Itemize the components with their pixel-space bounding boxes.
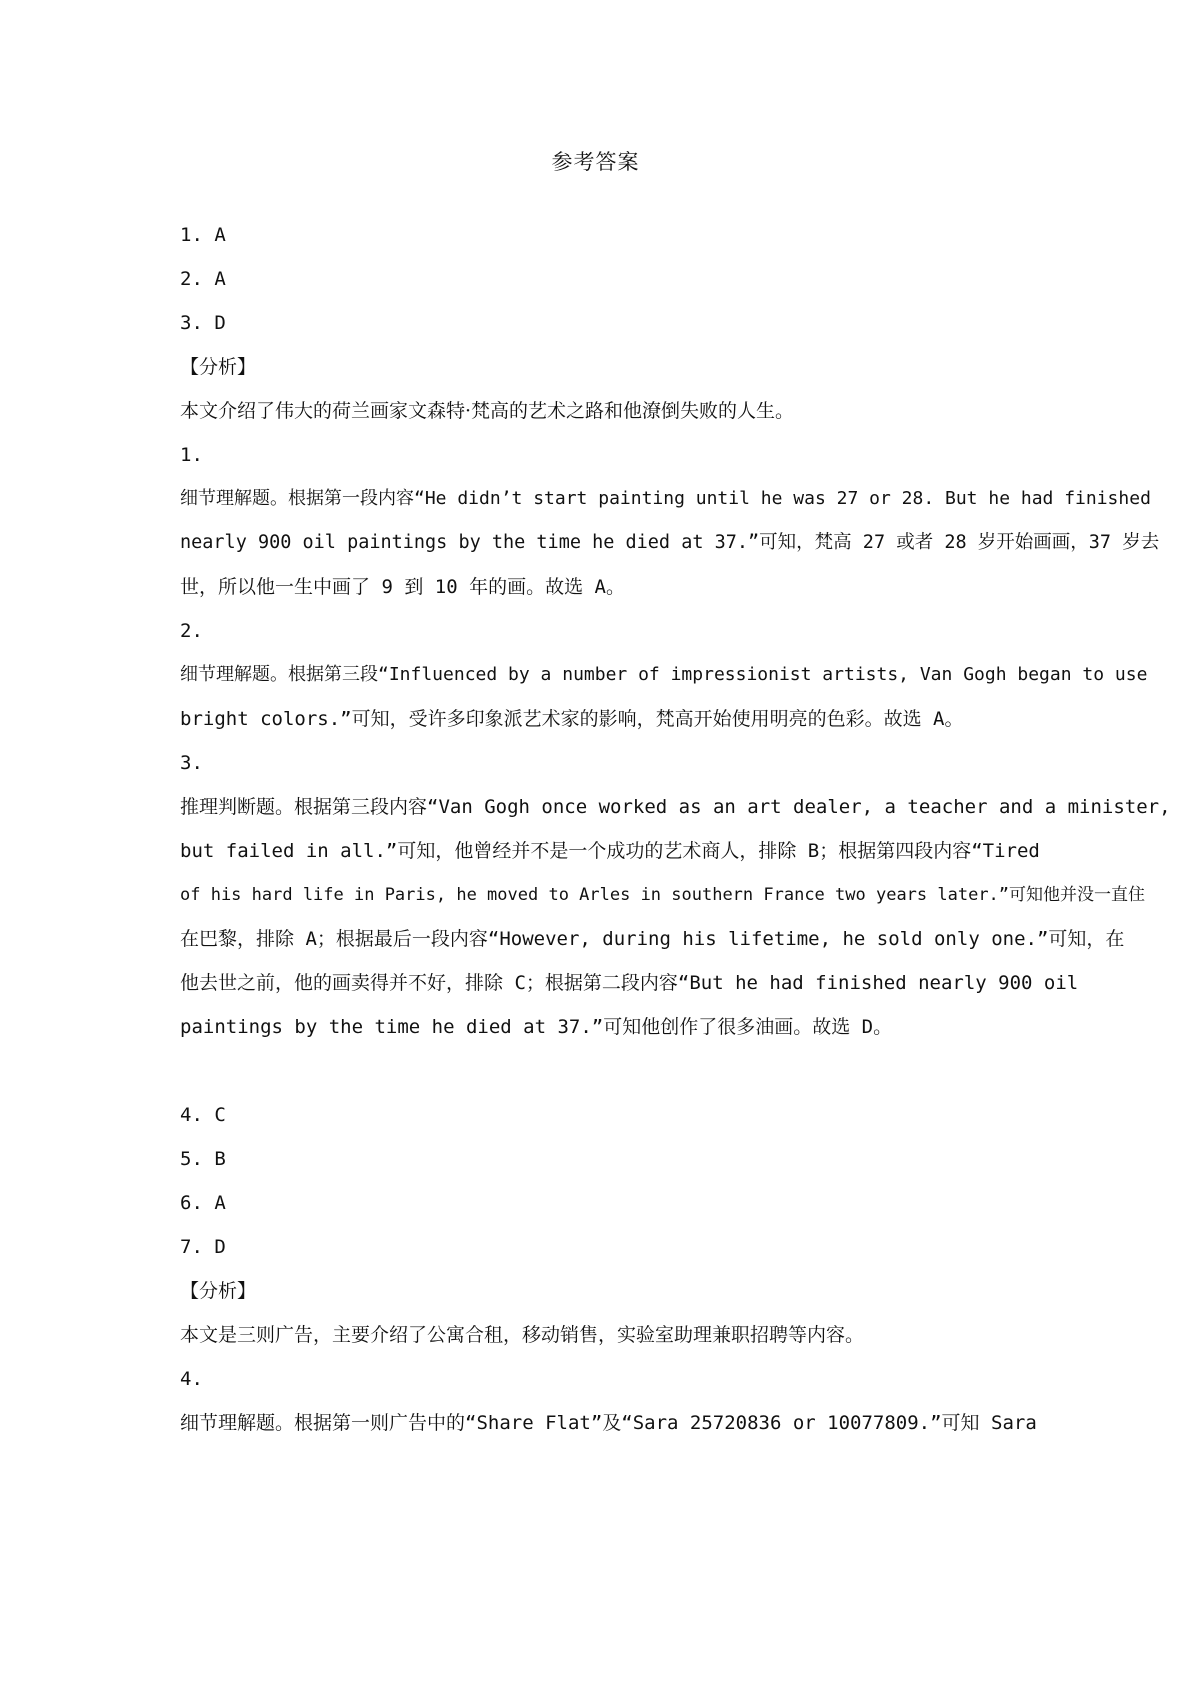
explanation-line: 世，所以他一生中画了 9 到 10 年的画。故选 A。 xyxy=(180,576,625,598)
explanation-line: nearly 900 oil paintings by the time he died at 37.”可知，梵高 27 或者 28 岁开始画画，37 岁去 xyxy=(180,532,1160,553)
analysis-heading: 【分析】 xyxy=(180,1280,257,1302)
question-number: 4. xyxy=(180,1368,203,1390)
explanation-line: 细节理解题。根据第一则广告中的“Share Flat”及“Sara 25720836 or 10077809.”可知 Sara xyxy=(180,1412,1037,1434)
answer-line: 5. B xyxy=(180,1148,226,1170)
answer-line: 3. D xyxy=(180,312,226,334)
answer-line: 1. A xyxy=(180,224,226,246)
question-number: 3. xyxy=(180,752,203,774)
answer-line: 6. A xyxy=(180,1192,226,1214)
summary-line: 本文是三则广告，主要介绍了公寓合租，移动销售，实验室助理兼职招聘等内容。 xyxy=(180,1324,865,1346)
answer-line: 4. C xyxy=(180,1104,226,1126)
answer-line: 7. D xyxy=(180,1236,226,1258)
explanation-line: 在巴黎，排除 A；根据最后一段内容“However, during his lifetime, he sold only one.”可知，在 xyxy=(180,928,1125,950)
analysis-heading: 【分析】 xyxy=(180,356,257,378)
explanation-line: 他去世之前，他的画卖得并不好，排除 C；根据第二段内容“But he had finished nearly 900 oil xyxy=(180,972,1079,994)
explanation-line: bright colors.”可知，受许多印象派艺术家的影响，梵高开始使用明亮的色彩。故选 A。 xyxy=(180,708,964,730)
explanation-line: 推理判断题。根据第三段内容“Van Gogh once worked as an art dealer, a teacher and a minister, xyxy=(180,796,1171,818)
explanation-line: but failed in all.”可知，他曾经并不是一个成功的艺术商人，排除 B；根据第四段内容“Tired xyxy=(180,840,1040,862)
answer-line: 2. A xyxy=(180,268,226,290)
explanation-line: of his hard life in Paris, he moved to Arles in southern France two years later.”可知他并没一直住 xyxy=(180,885,1146,905)
question-number: 2. xyxy=(180,620,203,642)
explanation-line: paintings by the time he died at 37.”可知他创作了很多油画。故选 D。 xyxy=(180,1016,893,1038)
explanation-line: 细节理解题。根据第一段内容“He didn’t start painting until he was 27 or 28. But he had finished xyxy=(180,488,1151,509)
summary-line: 本文介绍了伟大的荷兰画家文森特·梵高的艺术之路和他潦倒失败的人生。 xyxy=(180,400,795,422)
explanation-line: 细节理解题。根据第三段“Influenced by a number of impressionist artists, Van Gogh began to use xyxy=(180,664,1148,685)
question-number: 1. xyxy=(180,444,203,466)
page-title: 参考答案 xyxy=(551,150,640,174)
